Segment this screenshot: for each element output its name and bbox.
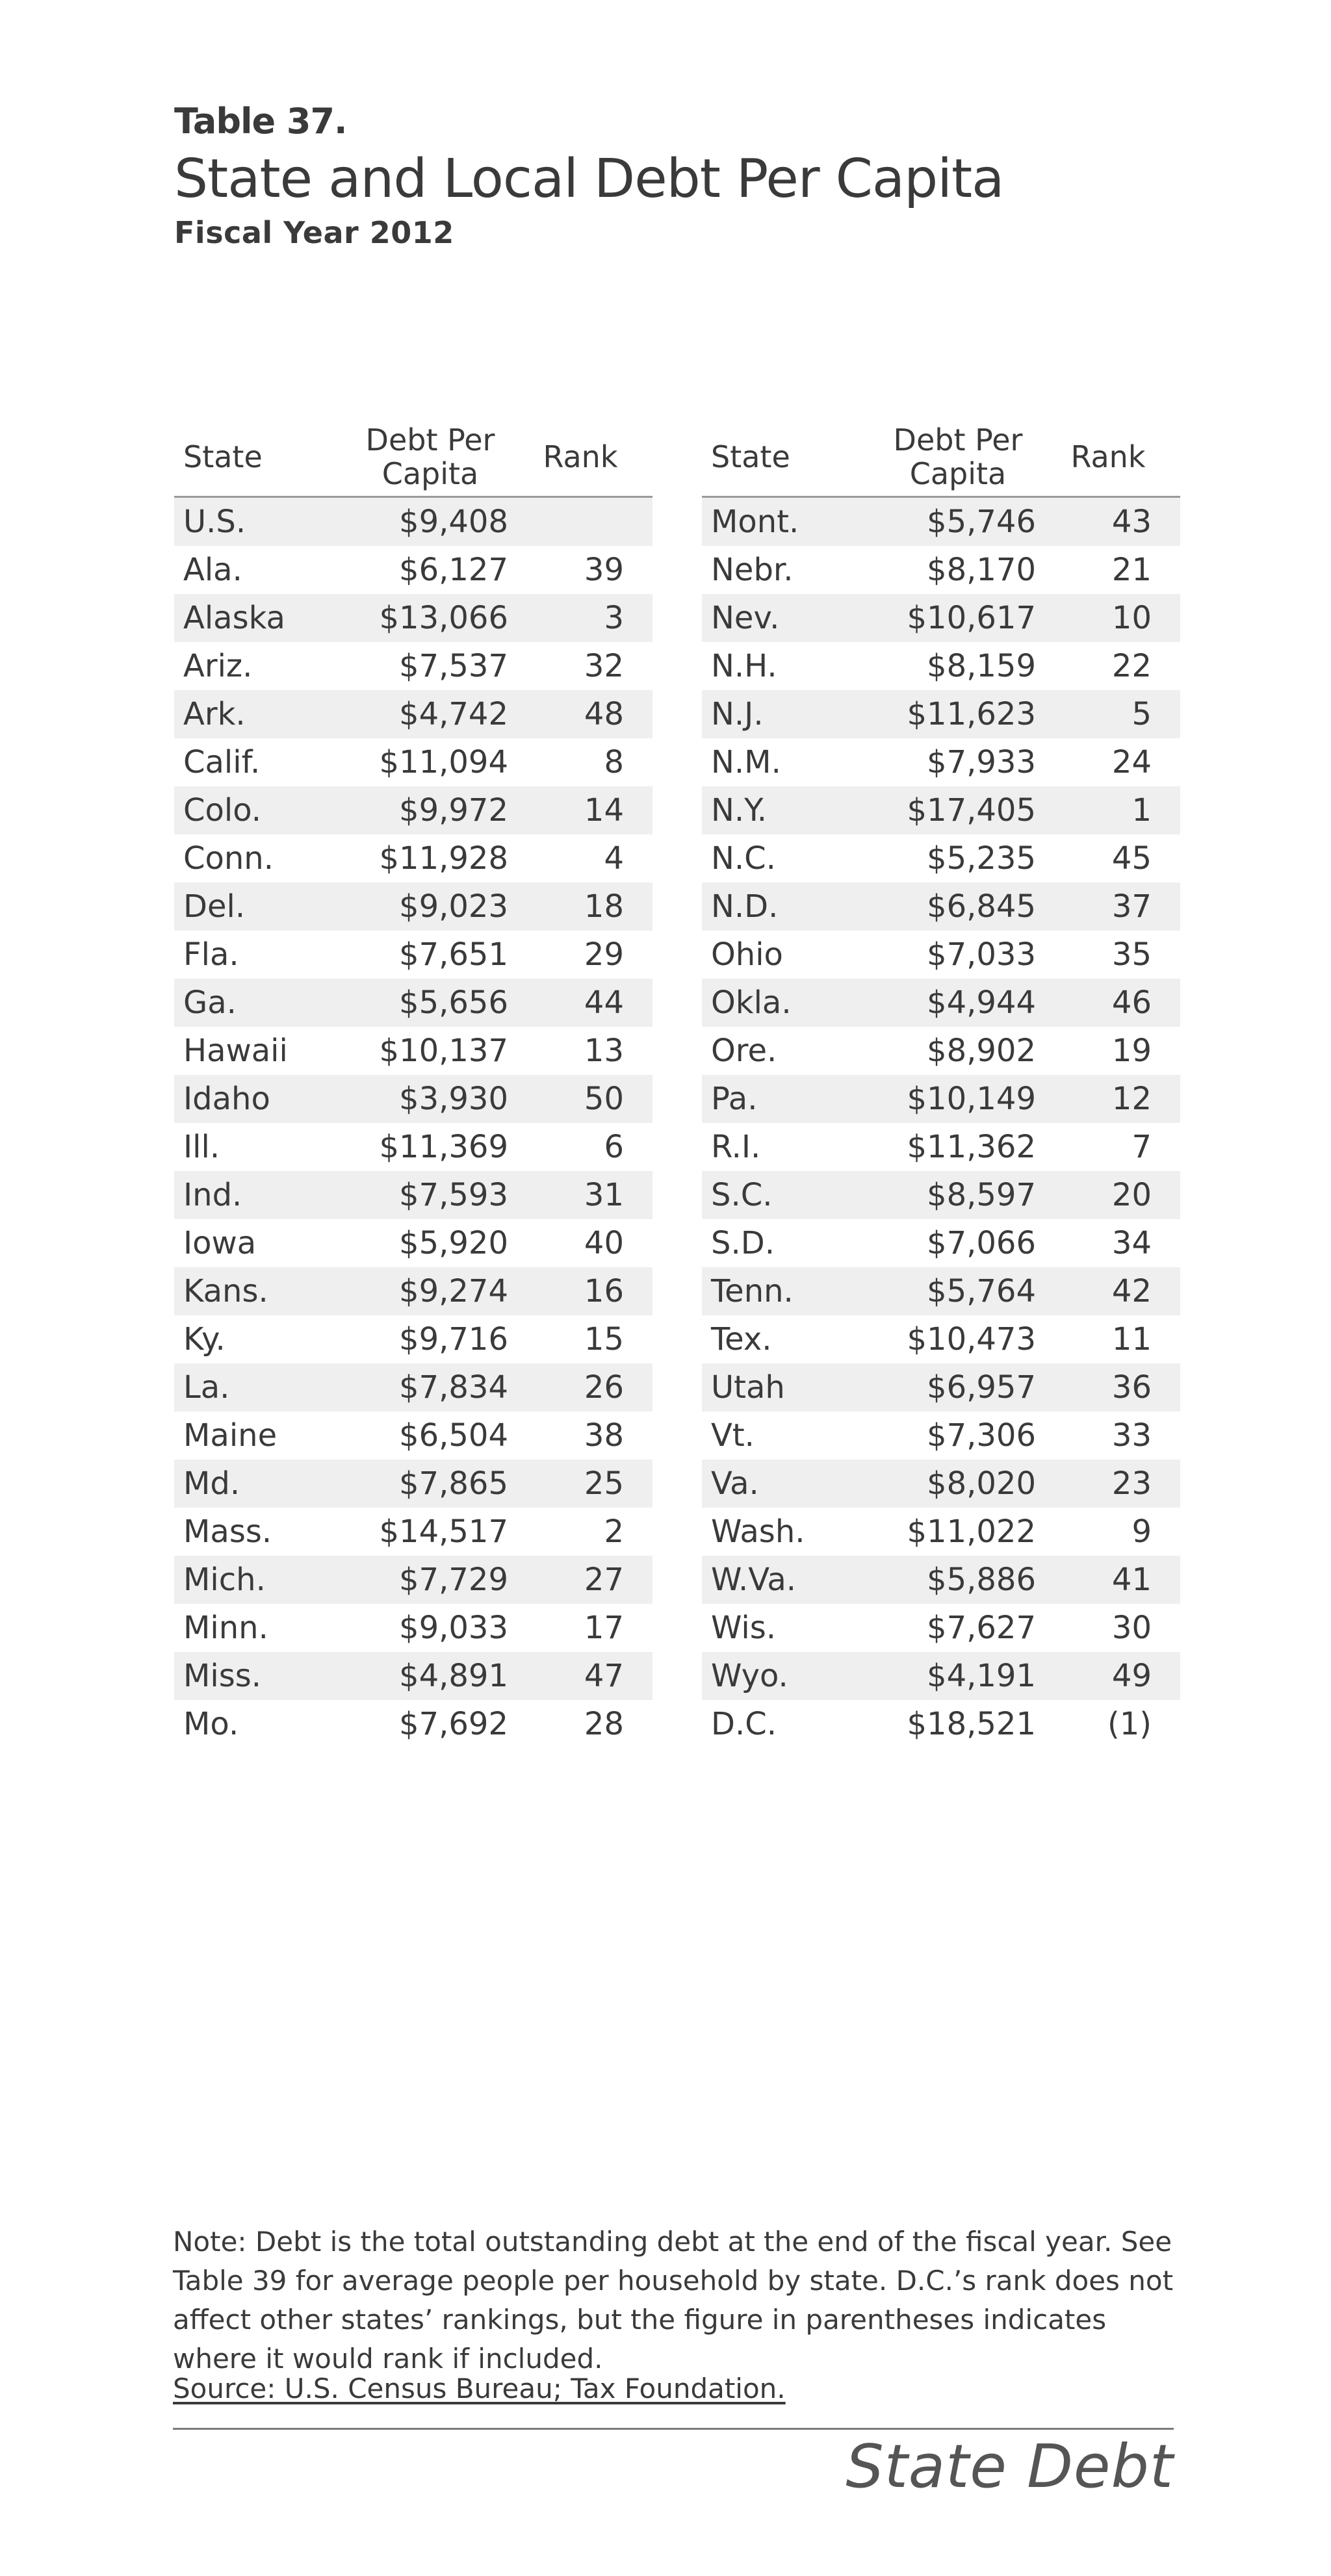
debt-cell: $8,159 <box>927 648 1036 684</box>
table-body-left <box>174 497 653 1749</box>
table-row <box>702 1460 1180 1508</box>
rank-cell: 11 <box>1111 1321 1152 1358</box>
state-cell: Vt. <box>711 1417 755 1454</box>
table-row <box>702 1267 1180 1315</box>
debt-cell: $10,473 <box>907 1321 1036 1358</box>
rank-cell: 33 <box>1111 1417 1152 1454</box>
state-cell: Ala. <box>183 552 242 588</box>
column-header-state: State <box>174 409 352 497</box>
debt-cell: $11,022 <box>907 1513 1036 1550</box>
rank-cell: 1 <box>1036 786 1180 834</box>
state-cell: Miss. <box>174 1652 352 1700</box>
table-row <box>702 738 1180 786</box>
debt-cell: $5,235 <box>927 840 1036 877</box>
rank-cell: 24 <box>1111 744 1152 780</box>
debt-cell: $9,408 <box>352 497 508 547</box>
debt-cell: $4,742 <box>352 690 508 738</box>
source-line: Source: U.S. Census Bureau; Tax Foundation. <box>173 2373 786 2404</box>
table-row <box>702 882 1180 931</box>
rank-cell: 44 <box>508 979 653 1027</box>
table-row <box>174 594 653 642</box>
state-cell: Ohio <box>711 936 783 973</box>
rank-cell: 23 <box>1036 1460 1180 1508</box>
state-cell: N.D. <box>702 882 880 931</box>
rank-cell: 37 <box>1036 882 1180 931</box>
state-cell: R.I. <box>711 1129 761 1165</box>
debt-table-right <box>702 409 1180 1748</box>
debt-cell: $6,504 <box>399 1417 508 1454</box>
debt-cell: $11,362 <box>907 1129 1036 1165</box>
rank-cell: 13 <box>584 1033 624 1069</box>
table-row <box>702 1652 1180 1700</box>
state-cell: Hawaii <box>183 1033 288 1069</box>
table-row <box>174 1700 653 1748</box>
debt-cell: $4,891 <box>352 1652 508 1700</box>
table-subtitle: Fiscal Year 2012 <box>174 215 454 250</box>
state-cell: Ind. <box>174 1171 352 1219</box>
state-cell: N.H. <box>711 648 777 684</box>
rank-cell: 6 <box>604 1129 624 1165</box>
debt-cell: $7,066 <box>927 1225 1036 1261</box>
column-header-rank: Rank <box>508 409 653 497</box>
column-header-rank: Rank <box>1036 409 1180 497</box>
rank-cell: 36 <box>1036 1363 1180 1411</box>
state-cell: Tex. <box>711 1321 772 1358</box>
table-row <box>174 1508 653 1556</box>
table-row <box>702 1219 1180 1267</box>
state-cell: Va. <box>702 1460 880 1508</box>
debt-cell: $11,928 <box>379 840 508 877</box>
state-cell: Colo. <box>174 786 352 834</box>
debt-cell: $5,886 <box>880 1556 1036 1604</box>
table-header-row <box>174 409 653 497</box>
state-cell: Fla. <box>183 936 239 973</box>
rank-cell: 5 <box>1036 690 1180 738</box>
debt-cell: $7,306 <box>927 1417 1036 1454</box>
table-row <box>702 1171 1180 1219</box>
table-row <box>702 931 1180 979</box>
state-cell: Ga. <box>174 979 352 1027</box>
rank-cell <box>508 497 653 547</box>
state-cell: Ariz. <box>183 648 253 684</box>
debt-cell: $8,902 <box>927 1033 1036 1069</box>
debt-cell: $6,127 <box>399 552 508 588</box>
rank-cell: 32 <box>584 648 624 684</box>
debt-cell: $8,170 <box>927 552 1036 588</box>
rank-cell: 26 <box>508 1363 653 1411</box>
debt-cell: $5,656 <box>352 979 508 1027</box>
state-cell: Ore. <box>711 1033 777 1069</box>
rank-cell: 21 <box>1111 552 1152 588</box>
table-row <box>702 1075 1180 1123</box>
debt-cell: $7,537 <box>399 648 508 684</box>
rank-cell: 29 <box>584 936 624 973</box>
rank-cell: 49 <box>1036 1652 1180 1700</box>
debt-cell: $8,597 <box>880 1171 1036 1219</box>
table-row <box>702 1315 1180 1363</box>
table-row <box>174 786 653 834</box>
debt-cell: $7,834 <box>352 1363 508 1411</box>
rank-cell: 20 <box>1036 1171 1180 1219</box>
table-row <box>702 594 1180 642</box>
state-cell: Idaho <box>174 1075 352 1123</box>
state-cell: Wyo. <box>702 1652 880 1700</box>
state-cell: La. <box>174 1363 352 1411</box>
rank-cell: 25 <box>508 1460 653 1508</box>
debt-cell: $7,933 <box>927 744 1036 780</box>
rank-cell: 16 <box>508 1267 653 1315</box>
debt-cell: $10,137 <box>379 1033 508 1069</box>
rank-cell: 45 <box>1111 840 1152 877</box>
rank-cell: 18 <box>508 882 653 931</box>
state-cell: Minn. <box>183 1610 268 1646</box>
table-row <box>702 786 1180 834</box>
rank-cell: (1) <box>1107 1706 1152 1742</box>
state-cell: Kans. <box>174 1267 352 1315</box>
state-cell: N.Y. <box>702 786 880 834</box>
debt-cell: $5,746 <box>880 497 1036 547</box>
state-cell: Calif. <box>183 744 261 780</box>
state-cell: N.C. <box>711 840 776 877</box>
state-cell: Iowa <box>183 1225 257 1261</box>
rank-cell: 46 <box>1036 979 1180 1027</box>
table-row <box>174 497 653 547</box>
debt-cell: $14,517 <box>379 1513 508 1550</box>
rank-cell: 22 <box>1111 648 1152 684</box>
table-row <box>174 1267 653 1315</box>
table-row <box>174 979 653 1027</box>
rank-cell: 31 <box>508 1171 653 1219</box>
state-cell: N.M. <box>711 744 781 780</box>
debt-cell: $9,274 <box>352 1267 508 1315</box>
table-row <box>174 1219 653 1267</box>
table-header <box>174 97 1003 252</box>
rank-cell: 38 <box>584 1417 624 1454</box>
table-note: Note: Debt is the total outstanding debt at the end of the fiscal year. See Table 39 for average people per household by state. D.C.’s rank does not affect other states’ rankings, but the figure in parentheses indicates where it would rank if included. <box>173 2226 1174 2375</box>
table-row <box>174 834 653 882</box>
column-header-debt: Debt Per Capita <box>880 409 1036 497</box>
table-row <box>702 1411 1180 1460</box>
rank-cell: 12 <box>1036 1075 1180 1123</box>
debt-cell: $7,651 <box>399 936 508 973</box>
table-row <box>174 1315 653 1363</box>
debt-cell: $17,405 <box>880 786 1036 834</box>
state-cell: Nev. <box>702 594 880 642</box>
debt-cell: $18,521 <box>907 1706 1036 1742</box>
state-cell: Pa. <box>702 1075 880 1123</box>
table-row <box>174 1604 653 1652</box>
column-header-state: State <box>702 409 880 497</box>
table-row <box>702 546 1180 594</box>
state-cell: Del. <box>174 882 352 931</box>
table-row <box>174 1123 653 1171</box>
debt-cell: $9,023 <box>352 882 508 931</box>
footer-section-title: State Debt <box>846 2432 1174 2501</box>
table-row <box>174 1171 653 1219</box>
rank-cell: 19 <box>1111 1033 1152 1069</box>
debt-cell: $9,716 <box>399 1321 508 1358</box>
table-row <box>702 1700 1180 1748</box>
state-cell: Alaska <box>174 594 352 642</box>
table-row <box>702 642 1180 690</box>
state-cell: Mont. <box>702 497 880 547</box>
table-row <box>174 882 653 931</box>
rank-cell: 42 <box>1036 1267 1180 1315</box>
state-cell: Mass. <box>183 1513 272 1550</box>
state-cell: Utah <box>702 1363 880 1411</box>
state-cell: Mich. <box>174 1556 352 1604</box>
rank-cell: 43 <box>1036 497 1180 547</box>
table-row <box>702 1508 1180 1556</box>
rank-cell: 34 <box>1111 1225 1152 1261</box>
table-number: Table 37. <box>174 101 347 142</box>
state-cell: Tenn. <box>702 1267 880 1315</box>
rank-cell: 39 <box>584 552 624 588</box>
debt-cell: $9,972 <box>352 786 508 834</box>
debt-cell: $3,930 <box>352 1075 508 1123</box>
state-cell: Wis. <box>711 1610 777 1646</box>
debt-cell: $5,764 <box>880 1267 1036 1315</box>
table-row <box>174 1075 653 1123</box>
table-row <box>702 1363 1180 1411</box>
table-row <box>702 497 1180 547</box>
rank-cell: 14 <box>508 786 653 834</box>
debt-cell: $6,845 <box>880 882 1036 931</box>
table-row <box>702 979 1180 1027</box>
state-cell: Mo. <box>183 1706 239 1742</box>
debt-cell: $5,920 <box>399 1225 508 1261</box>
table-title: State and Local Debt Per Capita <box>174 148 1004 210</box>
state-cell: S.C. <box>702 1171 880 1219</box>
rank-cell: 10 <box>1036 594 1180 642</box>
debt-cell: $7,729 <box>352 1556 508 1604</box>
table-row <box>702 690 1180 738</box>
state-cell: W.Va. <box>702 1556 880 1604</box>
table-row <box>702 1123 1180 1171</box>
table-row <box>174 690 653 738</box>
debt-cell: $8,020 <box>880 1460 1036 1508</box>
state-cell: Wash. <box>711 1513 805 1550</box>
debt-cell: $11,094 <box>379 744 508 780</box>
rank-cell: 40 <box>584 1225 624 1261</box>
state-cell: Okla. <box>702 979 880 1027</box>
table-row <box>702 1604 1180 1652</box>
table-row <box>174 931 653 979</box>
state-cell: Nebr. <box>711 552 794 588</box>
debt-cell: $6,957 <box>880 1363 1036 1411</box>
debt-cell: $7,692 <box>399 1706 508 1742</box>
table-row <box>174 546 653 594</box>
rank-cell: 17 <box>584 1610 624 1646</box>
table-row <box>174 738 653 786</box>
debt-cell: $11,623 <box>880 690 1036 738</box>
rank-cell: 30 <box>1111 1610 1152 1646</box>
table-row <box>174 1363 653 1411</box>
debt-cell: $7,627 <box>927 1610 1036 1646</box>
state-cell: N.J. <box>702 690 880 738</box>
rank-cell: 48 <box>508 690 653 738</box>
rank-cell: 9 <box>1131 1513 1152 1550</box>
debt-cell: $4,191 <box>880 1652 1036 1700</box>
debt-table-left <box>174 409 653 1748</box>
table-header-row <box>702 409 1180 497</box>
table-row <box>702 1556 1180 1604</box>
rank-cell: 8 <box>604 744 624 780</box>
table-row <box>174 1460 653 1508</box>
table-row <box>174 1027 653 1075</box>
state-cell: S.D. <box>711 1225 775 1261</box>
table-row <box>174 642 653 690</box>
state-cell: Ill. <box>183 1129 220 1165</box>
state-cell: Ark. <box>174 690 352 738</box>
rank-cell: 41 <box>1036 1556 1180 1604</box>
table-row <box>174 1652 653 1700</box>
debt-cell: $7,865 <box>352 1460 508 1508</box>
table-body-right <box>702 497 1180 1749</box>
column-header-debt: Debt Per Capita <box>352 409 508 497</box>
rank-cell: 3 <box>508 594 653 642</box>
debt-cell: $10,617 <box>880 594 1036 642</box>
table-row <box>174 1411 653 1460</box>
rank-cell: 27 <box>508 1556 653 1604</box>
rank-cell: 35 <box>1111 936 1152 973</box>
debt-cell: $9,033 <box>399 1610 508 1646</box>
debt-cell: $13,066 <box>352 594 508 642</box>
rank-cell: 15 <box>584 1321 624 1358</box>
debt-cell: $10,149 <box>880 1075 1036 1123</box>
table-row <box>702 834 1180 882</box>
rank-cell: 7 <box>1131 1129 1152 1165</box>
table-row <box>702 1027 1180 1075</box>
rank-cell: 47 <box>508 1652 653 1700</box>
rank-cell: 28 <box>584 1706 624 1742</box>
debt-cell: $11,369 <box>379 1129 508 1165</box>
rank-cell: 2 <box>604 1513 624 1550</box>
table-row <box>174 1556 653 1604</box>
state-cell: Maine <box>183 1417 278 1454</box>
state-cell: Conn. <box>183 840 274 877</box>
rank-cell: 4 <box>604 840 624 877</box>
debt-cell: $7,033 <box>927 936 1036 973</box>
debt-cell: $7,593 <box>352 1171 508 1219</box>
state-cell: Md. <box>174 1460 352 1508</box>
state-cell: D.C. <box>711 1706 777 1742</box>
state-cell: U.S. <box>174 497 352 547</box>
rank-cell: 50 <box>508 1075 653 1123</box>
state-cell: Ky. <box>183 1321 226 1358</box>
debt-cell: $4,944 <box>880 979 1036 1027</box>
